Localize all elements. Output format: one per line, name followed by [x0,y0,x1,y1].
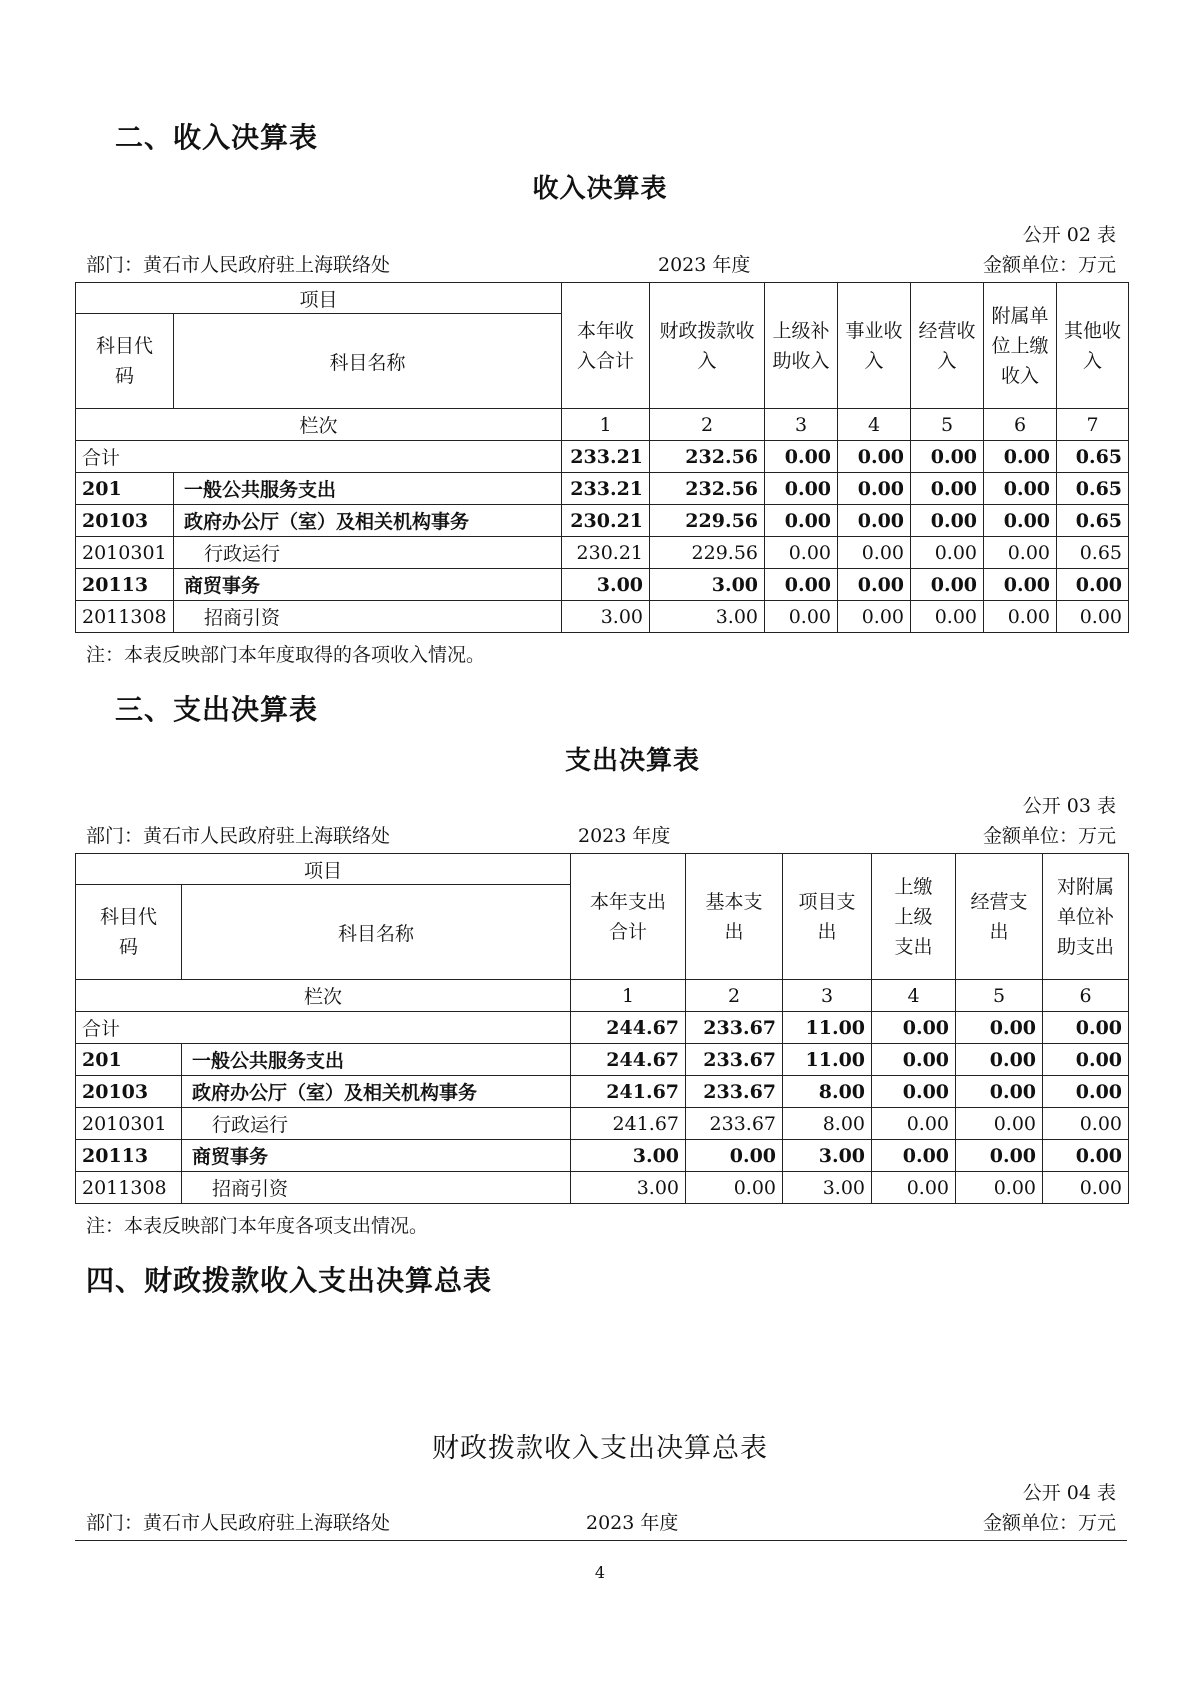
cell-value: 0.00 [765,601,838,633]
cell-value: 244.67 [571,1044,686,1076]
table-number: 公开 02 表 [1022,224,1116,246]
amount-unit: 金额单位：万元 [982,825,1116,847]
col-num: 7 [1057,409,1129,441]
cell-value: 230.21 [562,505,650,537]
header-col-6: 附属单位上缴收入 [984,283,1057,409]
cell-value: 0.00 [911,601,984,633]
cell-value: 0.00 [838,473,911,505]
fiscal-year: 2023 年度 [586,1512,679,1534]
row-name: 行政运行 [174,537,562,569]
cell-value: 229.56 [650,537,765,569]
cell-value: 233.67 [686,1108,783,1140]
row-code: 2011308 [76,601,174,633]
header-code: 科目代码 [76,885,182,980]
col-num: 3 [783,980,872,1012]
table-row [76,1172,1129,1204]
row-code: 201 [76,1044,182,1076]
cell-value: 0.00 [872,1012,956,1044]
cell-value: 0.00 [956,1172,1043,1204]
cell-value: 0.00 [984,569,1057,601]
cell-value: 0.00 [765,441,838,473]
cell-value: 0.65 [1057,505,1129,537]
col-num: 1 [562,409,650,441]
department-label: 部门：黄石市人民政府驻上海联络处 [86,254,391,276]
table-row [76,1076,1129,1108]
table-row [76,505,1129,537]
header-name: 科目名称 [182,885,571,980]
cell-value: 233.67 [686,1012,783,1044]
table-row [76,537,1129,569]
cell-value: 0.00 [765,473,838,505]
cell-value: 0.00 [984,441,1057,473]
cell-value: 3.00 [650,569,765,601]
cell-value: 230.21 [562,537,650,569]
table-row [76,473,1129,505]
amount-unit: 金额单位：万元 [982,254,1116,276]
table-row [76,441,1129,473]
cell-value: 0.00 [838,569,911,601]
section-heading: 二、收入决算表 [115,121,319,154]
cell-value: 0.00 [686,1172,783,1204]
cell-value: 229.56 [650,505,765,537]
amount-unit: 金额单位：万元 [982,1512,1116,1534]
row-name: 一般公共服务支出 [182,1044,571,1076]
cell-value: 232.56 [650,473,765,505]
cell-value: 0.00 [984,505,1057,537]
cell-value: 0.00 [872,1172,956,1204]
header-col-5: 经营收入 [911,283,984,409]
table-title: 财政拨款收入支出决算总表 [432,1433,768,1464]
cell-value: 0.00 [1043,1140,1129,1172]
cell-value: 0.00 [956,1140,1043,1172]
cell-value: 233.21 [562,441,650,473]
col-num: 2 [686,980,783,1012]
header-col-3: 项目支出 [783,854,872,980]
cell-value: 3.00 [650,601,765,633]
header-col-4: 上缴上级支出 [872,854,956,980]
cell-value: 0.00 [1057,569,1129,601]
row-name: 商贸事务 [174,569,562,601]
row-code: 2010301 [76,537,174,569]
row-code: 2010301 [76,1108,182,1140]
cell-value: 0.00 [956,1076,1043,1108]
cell-value: 241.67 [571,1076,686,1108]
cell-value: 0.00 [838,441,911,473]
col-num: 4 [838,409,911,441]
cell-value: 0.00 [765,569,838,601]
cell-value: 11.00 [783,1012,872,1044]
header-col-6: 对附属单位补助支出 [1043,854,1129,980]
cell-value: 0.00 [1057,601,1129,633]
cell-value: 0.00 [911,473,984,505]
cell-value: 233.21 [562,473,650,505]
table-note: 注：本表反映部门本年度各项支出情况。 [86,1215,429,1237]
cell-value: 0.00 [1043,1012,1129,1044]
cell-value: 0.00 [1043,1172,1129,1204]
row-code: 201 [76,473,174,505]
table-row [76,1044,1129,1076]
section-heading: 三、支出决算表 [115,693,319,726]
header-col-1: 本年支出合计 [571,854,686,980]
header-column-index: 栏次 [76,409,562,441]
row-name: 招商引资 [174,601,562,633]
cell-value: 0.00 [956,1012,1043,1044]
row-code: 合计 [76,441,562,473]
table-number: 公开 03 表 [1022,795,1116,817]
col-num: 2 [650,409,765,441]
row-name: 政府办公厅（室）及相关机构事务 [174,505,562,537]
table-row [76,1012,1129,1044]
row-name: 政府办公厅（室）及相关机构事务 [182,1076,571,1108]
income-table [75,282,1129,633]
col-num: 5 [956,980,1043,1012]
cell-value: 3.00 [571,1172,686,1204]
header-column-index: 栏次 [76,980,571,1012]
cell-value: 0.00 [911,537,984,569]
col-num: 1 [571,980,686,1012]
cell-value: 0.00 [984,473,1057,505]
row-name: 招商引资 [182,1172,571,1204]
cell-value: 0.00 [956,1044,1043,1076]
header-item: 项目 [76,283,562,314]
table-row [76,569,1129,601]
col-num: 6 [1043,980,1129,1012]
col-num: 5 [911,409,984,441]
header-col-2: 财政拨款收入 [650,283,765,409]
cell-value: 0.00 [1043,1076,1129,1108]
cell-value: 0.00 [838,601,911,633]
cell-value: 3.00 [783,1140,872,1172]
row-name: 行政运行 [182,1108,571,1140]
cell-value: 0.00 [1043,1108,1129,1140]
header-col-4: 事业收入 [838,283,911,409]
cell-value: 0.00 [872,1044,956,1076]
cell-value: 233.67 [686,1076,783,1108]
header-col-5: 经营支出 [956,854,1043,980]
cell-value: 0.00 [911,441,984,473]
header-name: 科目名称 [174,314,562,409]
cell-value: 244.67 [571,1012,686,1044]
page-number: 4 [594,1563,606,1582]
col-num: 4 [872,980,956,1012]
row-code: 20113 [76,1140,182,1172]
header-col-3: 上级补助收入 [765,283,838,409]
cell-value: 3.00 [783,1172,872,1204]
table-title: 收入决算表 [532,174,668,204]
cell-value: 0.00 [838,537,911,569]
header-col-1: 本年收入合计 [562,283,650,409]
cell-value: 0.00 [686,1140,783,1172]
header-item: 项目 [76,854,571,885]
cell-value: 8.00 [783,1108,872,1140]
cell-value: 0.65 [1057,537,1129,569]
header-col-7: 其他收入 [1057,283,1129,409]
cell-value: 3.00 [571,1140,686,1172]
cell-value: 232.56 [650,441,765,473]
table-row [76,601,1129,633]
department-label: 部门：黄石市人民政府驻上海联络处 [86,1512,391,1534]
cell-value: 0.00 [911,569,984,601]
cell-value: 0.00 [872,1108,956,1140]
section-heading: 四、财政拨款收入支出决算总表 [86,1264,493,1297]
table-note: 注：本表反映部门本年度取得的各项收入情况。 [86,644,486,666]
cell-value: 0.00 [765,537,838,569]
cell-value: 0.65 [1057,473,1129,505]
cell-value: 0.00 [984,537,1057,569]
cell-value: 0.00 [872,1076,956,1108]
col-num: 3 [765,409,838,441]
header-col-2: 基本支出 [686,854,783,980]
department-label: 部门：黄石市人民政府驻上海联络处 [86,825,391,847]
cell-value: 11.00 [783,1044,872,1076]
cell-value: 0.00 [838,505,911,537]
cell-value: 233.67 [686,1044,783,1076]
table-title: 支出决算表 [564,746,700,776]
cell-value: 0.00 [911,505,984,537]
fiscal-year: 2023 年度 [658,254,751,276]
row-code: 合计 [76,1012,571,1044]
table-number: 公开 04 表 [1022,1482,1116,1504]
cell-value: 8.00 [783,1076,872,1108]
cell-value: 0.00 [1043,1044,1129,1076]
cell-value: 0.00 [765,505,838,537]
table-row [76,1108,1129,1140]
row-name: 商贸事务 [182,1140,571,1172]
expenditure-table [75,853,1129,1204]
row-code: 20103 [76,505,174,537]
cell-value: 0.65 [1057,441,1129,473]
row-code: 20103 [76,1076,182,1108]
row-code: 2011308 [76,1172,182,1204]
col-num: 6 [984,409,1057,441]
row-name: 一般公共服务支出 [174,473,562,505]
cell-value: 3.00 [562,569,650,601]
cell-value: 241.67 [571,1108,686,1140]
table-row [76,1140,1129,1172]
cell-value: 0.00 [984,601,1057,633]
cell-value: 3.00 [562,601,650,633]
table-top-border [75,1540,1127,1541]
row-code: 20113 [76,569,174,601]
cell-value: 0.00 [872,1140,956,1172]
header-code: 科目代码 [76,314,174,409]
cell-value: 0.00 [956,1108,1043,1140]
fiscal-year: 2023 年度 [578,825,671,847]
